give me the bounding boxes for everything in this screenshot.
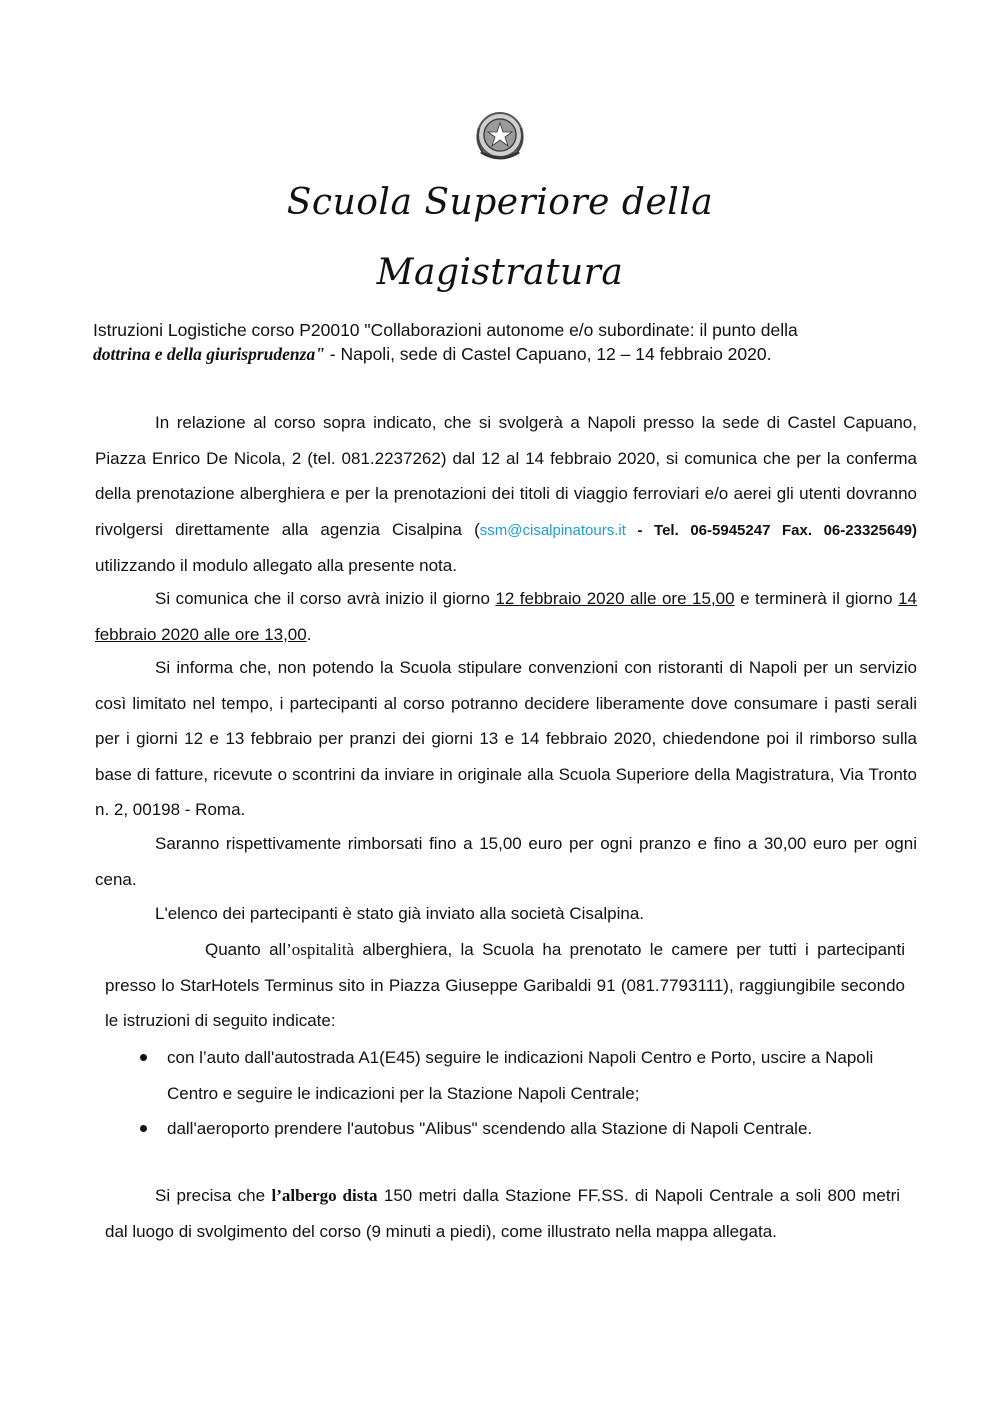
p7-text-a: Si precisa che [155, 1186, 272, 1205]
directions-from-airport: dall'aeroporto prendere l'autobus "Alibus" scendendo alla Stazione di Napoli Centrale. [167, 1119, 813, 1138]
list-item [105, 1040, 905, 1111]
p2-text-b: e terminerà il giorno [734, 589, 899, 608]
paragraph-hotel [105, 932, 905, 1039]
p6-serif-part: ’ospitalità [286, 940, 355, 959]
directions-list [105, 1040, 905, 1147]
bullet-icon [140, 1125, 147, 1132]
p2-text-a: Si comunica che il corso avrà inizio il giorno [155, 589, 496, 608]
course-start-datetime: 12 febbraio 2020 alle ore 15,00 [495, 589, 735, 608]
bullet-icon [140, 1054, 147, 1061]
p7-text-b: 150 metri dalla Stazione FF.SS. di Napoli Centrale a soli 800 metri dal luogo di svolgimento del corso (9 minuti a piedi), come illustrato nella mappa allegata. [105, 1186, 901, 1241]
p6-text-a: Quanto all [205, 940, 287, 959]
p1-text-a: In relazione al corso sopra indicato, che si svolgerà a Napoli presso la sede di Castel Capuano, Piazza Enrico De Nicola, 2 (tel. 081.2237262) dal 12 al 14 febbraio 2020, si comunica che per la conferma della prenotazione alberghiera e per la prenotazioni dei titoli di viaggio ferroviari e/o aerei gli utenti dovranno rivolgersi direttamente alla agenzia Cisalpina ( [95, 413, 917, 539]
p4-text: Saranno rispettivamente rimborsati fino a 15,00 euro per ogni pranzo e fino a 30,00 euro per ogni cena. [95, 834, 917, 889]
paragraph-course-info [95, 405, 917, 584]
directions-by-car: con l’auto dall'autostrada A1(E45) seguire le indicazioni Napoli Centro e Porto, uscire a Napoli Centro e seguire le indicazioni per la Stazione Napoli Centrale; [167, 1048, 874, 1103]
p1-text-b: utilizzando il modulo allegato alla presente nota. [95, 556, 457, 575]
agency-email-link[interactable]: ssm@cisalpinatours.it [479, 521, 626, 539]
institution-masthead: Scuola Superiore della Magistratura [286, 182, 714, 293]
p2-text-c: . [306, 624, 312, 644]
paragraph-participants-list [95, 896, 917, 932]
italian-republic-emblem-icon [471, 108, 529, 166]
p5-text: L'elenco dei partecipanti è stato già inviato alla società Cisalpina. [155, 904, 644, 923]
title-italic-part: dottrina e della giurisprudenza" [93, 344, 325, 364]
paragraph-reimbursement [95, 826, 917, 897]
agency-contacts: - Tel. 06-5945247 Fax. 06-23325649) [625, 521, 918, 539]
title-line-start: Istruzioni Logistiche corso P20010 "Collaborazioni autonome e/o subordinate: il punto della [93, 320, 798, 340]
p3-text: Si informa che, non potendo la Scuola stipulare convenzioni con ristoranti di Napoli per un servizio così limitato nel tempo, i partecipanti al corso potranno decidere liberamente dove consumare i pasti serali per i giorni 12 e 13 febbraio per pranzi dei giorni 13 e 14 febbraio 2020, chiedendone poi il rimborso sulla base di fatture, ricevute o scontrini da inviare in originale alla Scuola Superiore della Magistratura, Via Tronto n. 2, 00198 - Roma. [95, 658, 917, 819]
list-item [105, 1111, 905, 1147]
document-title [93, 318, 923, 366]
paragraph-schedule [95, 581, 917, 652]
course-end-datetime: 14 febbraio 2020 alle ore 13,00 [95, 589, 917, 644]
paragraph-hotel-distance [105, 1178, 900, 1249]
p6-text-b: alberghiera, la Scuola ha prenotato le camere per tutti i partecipanti presso lo StarHotels Terminus sito in Piazza Giuseppe Garibaldi 91 (081.7793111), raggiungibile secondo le istruzioni di seguito indicate: [105, 940, 905, 1030]
paragraph-meals [95, 650, 917, 828]
p7-bold-part: l’albergo dista [271, 1186, 378, 1205]
title-line-end: - Napoli, sede di Castel Capuano, 12 – 14 febbraio 2020. [324, 344, 772, 364]
